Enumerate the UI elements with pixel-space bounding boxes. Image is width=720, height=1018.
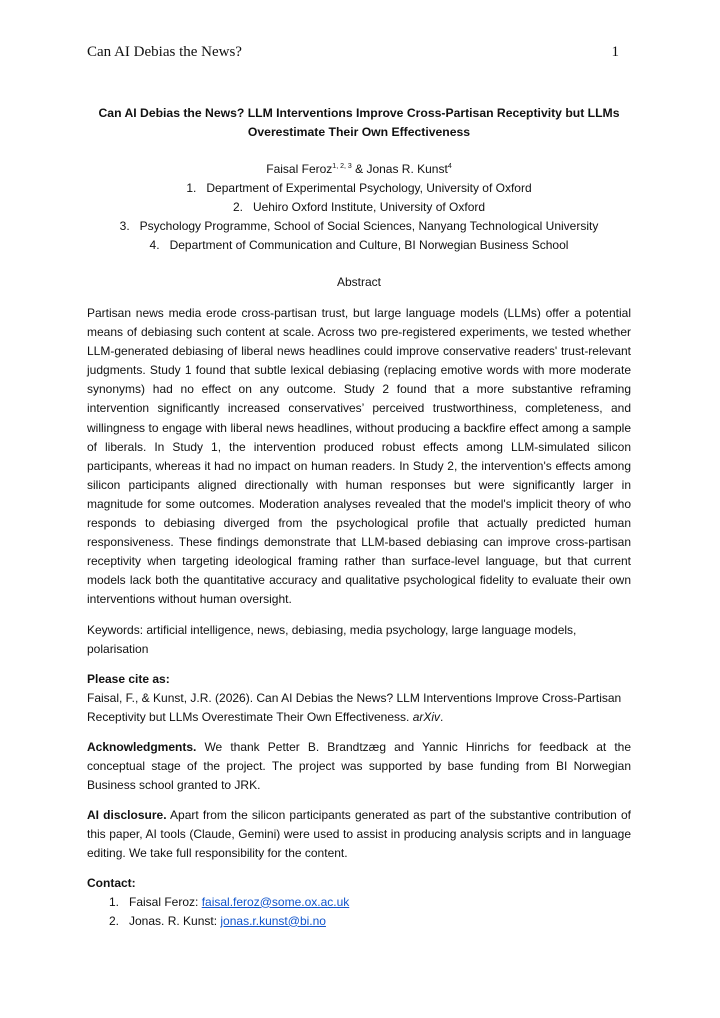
affiliation-number: 2. bbox=[232, 200, 243, 214]
author-affiliation-marks: 1, 2, 3 bbox=[332, 163, 352, 170]
running-header bbox=[87, 44, 619, 64]
author-line bbox=[87, 160, 631, 179]
affiliation-text: Department of Communication and Culture, BI Norwegian Business School bbox=[169, 238, 569, 252]
affiliation-text: Department of Experimental Psychology, University of Oxford bbox=[206, 181, 532, 195]
affiliation-item bbox=[87, 179, 631, 198]
email-link[interactable]: jonas.r.kunst@bi.no bbox=[220, 913, 326, 928]
contact-list bbox=[109, 893, 631, 931]
citation-heading: Please cite as: bbox=[87, 671, 170, 686]
acknowledgments-label: Acknowledgments. bbox=[87, 739, 197, 754]
contact-name: Jonas. R. Kunst: bbox=[129, 913, 221, 928]
affiliation-text: Psychology Programme, School of Social Sciences, Nanyang Technological University bbox=[139, 219, 599, 233]
citation-venue: arXiv bbox=[412, 709, 441, 724]
page-number: 1 bbox=[611, 44, 619, 60]
contact-number: 1. bbox=[109, 894, 120, 909]
contact-name: Faisal Feroz: bbox=[129, 894, 202, 909]
abstract-heading: Abstract bbox=[336, 275, 381, 289]
contact-number: 2. bbox=[109, 913, 120, 928]
contact-item bbox=[109, 912, 631, 931]
running-title: Can AI Debias the News? bbox=[87, 44, 242, 60]
acknowledgments-text: We thank Petter B. Brandtzæg and Yannic Hinrichs for feedback at the conceptual stage of the project. The project was supported by base funding from BI Norwegian Business school granted to JRK. bbox=[87, 739, 631, 792]
paper-title: Can AI Debias the News? LLM Interventions Improve Cross-Partisan Receptivity but LLMs Overestimate Their Own Effectiveness bbox=[98, 106, 620, 139]
affiliation-number: 1. bbox=[186, 181, 197, 195]
author-affiliation-marks: 4 bbox=[447, 163, 452, 170]
ai-disclosure-section bbox=[87, 806, 631, 863]
affiliation-item bbox=[87, 217, 631, 236]
citation-body: Faisal, F., & Kunst, J.R. (2026). Can AI Debias the News? LLM Interventions Improve Cross-Partisan Receptivity but LLMs Overestimate Their Own Effectiveness. bbox=[87, 690, 622, 724]
ai-disclosure-text: Apart from the silicon participants generated as part of the substantive contribution of this paper, AI tools (Claude, Gemini) were used to assist in producing analysis scripts and in language editing. We take full responsibility for the content. bbox=[87, 807, 631, 860]
contact-heading: Contact: bbox=[87, 875, 136, 890]
affiliation-item bbox=[87, 236, 631, 255]
ai-disclosure-label: AI disclosure. bbox=[87, 807, 167, 822]
keywords: Keywords: artificial intelligence, news, debiasing, media psychology, large language models, polarisation bbox=[87, 622, 577, 656]
affiliation-list bbox=[87, 179, 631, 255]
affiliation-number: 4. bbox=[149, 238, 160, 252]
page-content bbox=[87, 104, 631, 931]
affiliation-item bbox=[87, 198, 631, 217]
affiliation-text: Uehiro Oxford Institute, University of Oxford bbox=[252, 200, 486, 214]
acknowledgments-section bbox=[87, 738, 631, 795]
email-link[interactable]: faisal.feroz@some.ox.ac.uk bbox=[201, 894, 350, 909]
author-name: Jonas R. Kunst bbox=[366, 162, 448, 176]
abstract-body: Partisan news media erode cross-partisan trust, but large language models (LLMs) offer a potential means of debiasing such content at scale. Across two pre-registered experiments, we tested whether LLM-generated debiasing of liberal news headlines could improve conservative readers' trust-relevant judgments. Study 1 found that subtle lexical debiasing (replacing emotive words with more moderate synonyms) had no effect on any outcome. Study 2 found that a more substantive reframing intervention significantly increased conservatives’ perceived trustworthiness, completeness, and willingness to engage with liberal news headlines, without producing a backfire effect among a sample of liberals. In Study 1, the intervention produced robust effects among LLM-simulated silicon participants, whereas it had no impact on human readers. In Study 2, the intervention's effects among silicon participants aligned directionally with human responses but were significantly larger in magnitude for some outcomes. Moderation analyses revealed that the model's implicit theory of who responds to debiasing diverged from the psychological profile that actually predicted human responsiveness. These findings demonstrate that LLM-based debiasing can improve cross-partisan receptivity when targeting ideological framing rather than surface-level language, but that current models lack both the quantitative accuracy and qualitative psychological fidelity to evaluate their own interventions without human oversight. bbox=[87, 306, 631, 607]
affiliation-number: 3. bbox=[119, 219, 130, 233]
citation-end: . bbox=[440, 709, 444, 724]
citation-section bbox=[87, 670, 631, 727]
contact-section bbox=[87, 874, 631, 931]
contact-item bbox=[109, 893, 631, 912]
author-connector: & bbox=[351, 162, 367, 176]
author-name: Faisal Feroz bbox=[266, 162, 333, 176]
citation-text bbox=[87, 689, 631, 727]
